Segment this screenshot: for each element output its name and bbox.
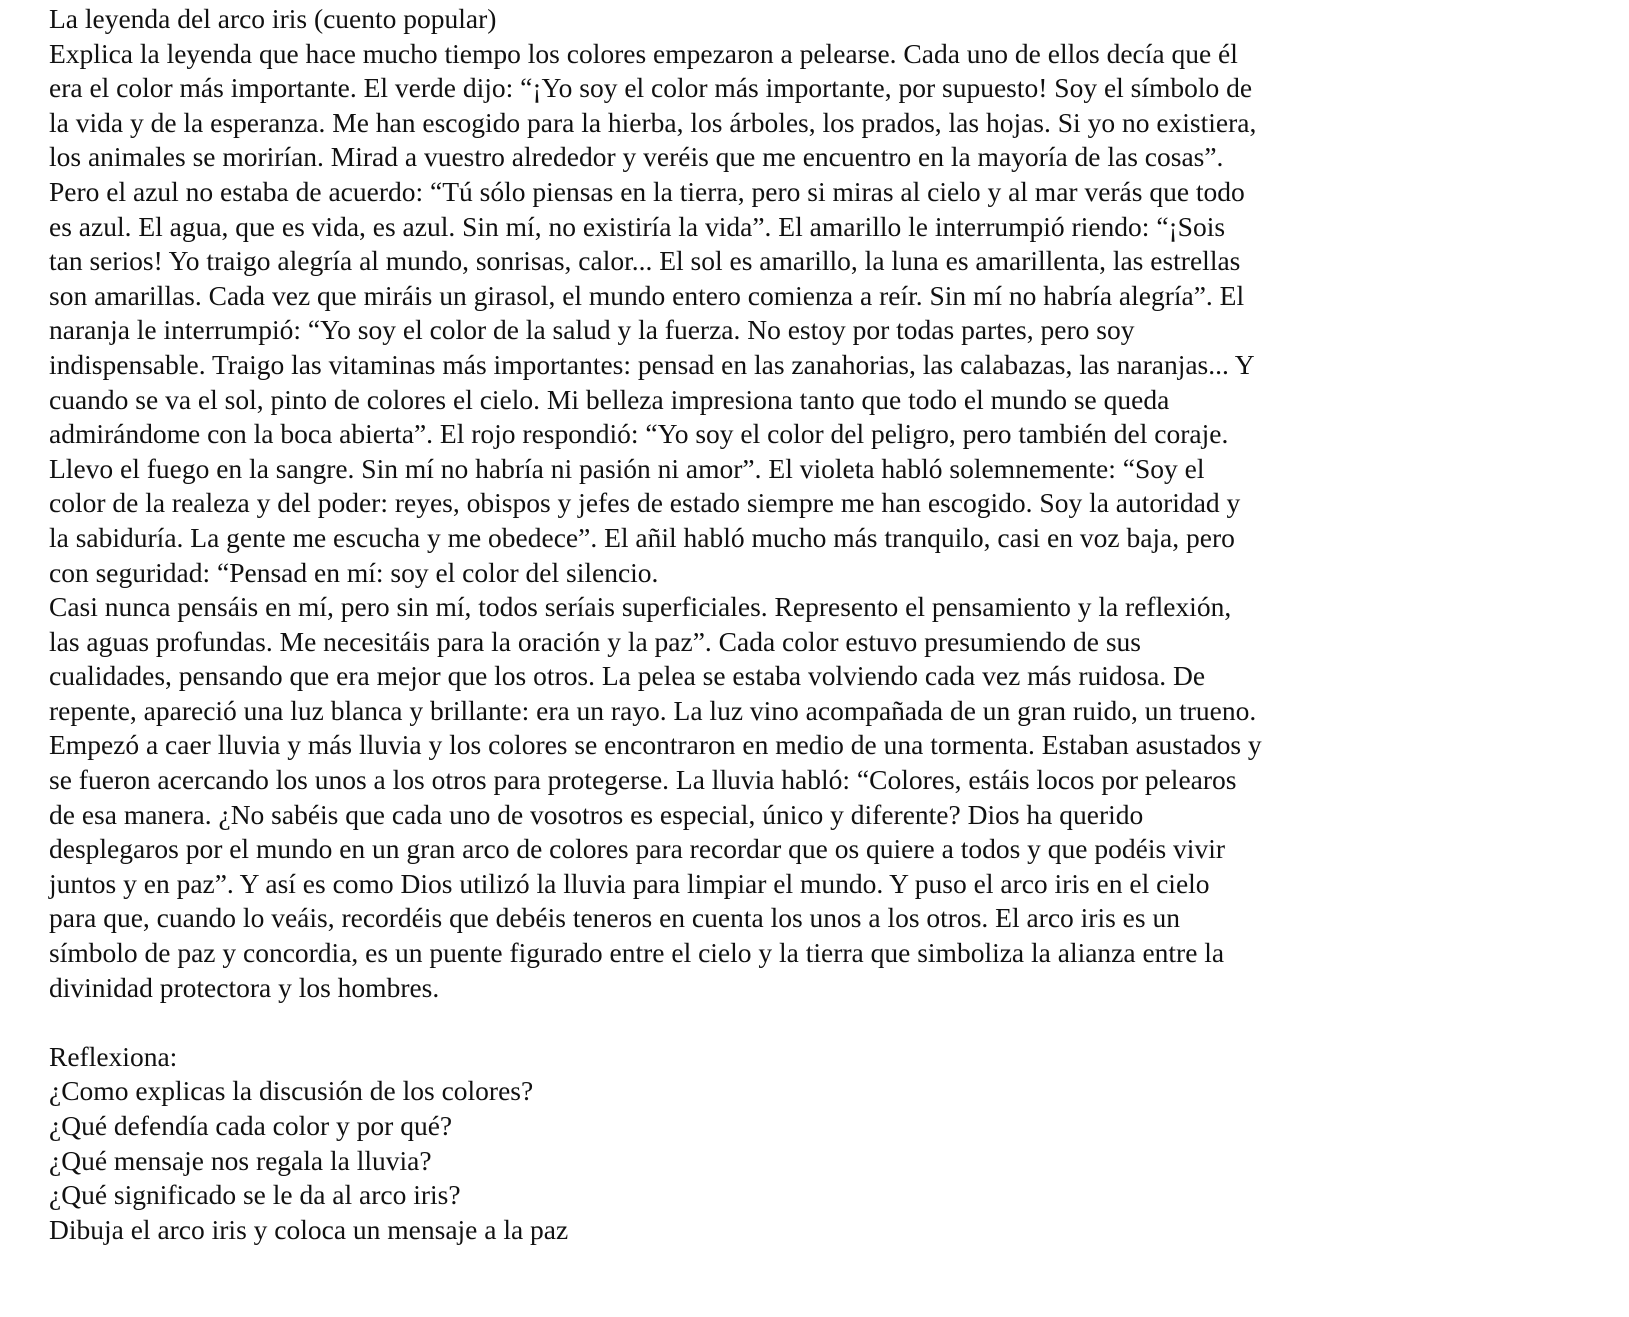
story-line: la sabiduría. La gente me escucha y me obedece”. El añil habló mucho más tranquilo, casi en voz baja, pero — [49, 521, 1235, 553]
story-line: se fueron acercando los unos a los otros para protegerse. La lluvia habló: “Colores, estáis locos por pelearos — [49, 764, 1237, 796]
question-item: ¿Qué significado se le da al arco iris? — [49, 1179, 461, 1211]
question-item: ¿Como explicas la discusión de los colores? — [49, 1075, 534, 1107]
story-body — [49, 37, 1569, 1006]
story-line: repente, apareció una luz blanca y brillante: era un rayo. La luz vino acompañada de un gran ruido, un trueno. — [49, 694, 1257, 726]
story-line: los animales se morirían. Mirad a vuestro alrededor y veréis que me encuentro en la mayoría de las cosas”. — [49, 141, 1224, 173]
story-line: con seguridad: “Pensad en mí: soy el color del silencio. — [49, 556, 659, 588]
story-line: la vida y de la esperanza. Me han escogido para la hierba, los árboles, los prados, las hojas. Si yo no existiera, — [49, 106, 1257, 138]
story-line: admirándome con la boca abierta”. El rojo respondió: “Yo soy el color del peligro, pero también del coraje. — [49, 418, 1229, 450]
story-line: Pero el azul no estaba de acuerdo: “Tú sólo piensas en la tierra, pero si miras al cielo y al mar verás que todo — [49, 175, 1245, 207]
story-line: indispensable. Traigo las vitaminas más importantes: pensad en las zanahorias, las calabazas, las naranjas... Y — [49, 348, 1255, 380]
story-line: es azul. El agua, que es vida, es azul. Sin mí, no existiría la vida”. El amarillo le interrumpió riendo: “¡Sois — [49, 210, 1226, 242]
story-line: cuando se va el sol, pinto de colores el cielo. Mi belleza impresiona tanto que todo el mundo se queda — [49, 383, 1170, 415]
story-line: Casi nunca pensáis en mí, pero sin mí, todos seríais superficiales. Represento el pensamiento y la reflexión, — [49, 591, 1232, 623]
story-line: símbolo de paz y concordia, es un puente figurado entre el cielo y la tierra que simboliza la alianza entre la — [49, 937, 1225, 969]
story-line: divinidad protectora y los hombres. — [49, 971, 440, 1003]
story-line: son amarillas. Cada vez que miráis un girasol, el mundo entero comienza a reír. Sin mí no habría alegría”. El — [49, 279, 1245, 311]
paragraph-spacer — [49, 1005, 1569, 1040]
story-line: color de la realeza y del poder: reyes, obispos y jefes de estado siempre me han escogido. Soy la autoridad y — [49, 487, 1241, 519]
question-item: ¿Qué mensaje nos regala la lluvia? — [49, 1144, 432, 1176]
document-page — [49, 2, 1569, 1247]
story-line: cualidades, pensando que era mejor que los otros. La pelea se estaba volviendo cada vez más ruidosa. De — [49, 660, 1206, 692]
story-line: era el color más importante. El verde dijo: “¡Yo soy el color más importante, por supuesto! Soy el símbolo de — [49, 72, 1253, 104]
story-line: desplegaros por el mundo en un gran arco de colores para recordar que os quiere a todos y que podéis vivir — [49, 833, 1225, 865]
question-item: Dibuja el arco iris y coloca un mensaje a la paz — [49, 1213, 569, 1245]
document-title: La leyenda del arco iris (cuento popular) — [49, 3, 497, 34]
story-line: Empezó a caer lluvia y más lluvia y los colores se encontraron en medio de una tormenta. Estaban asustados y — [49, 729, 1262, 761]
question-item: ¿Qué defendía cada color y por qué? — [49, 1110, 453, 1141]
story-line: tan serios! Yo traigo alegría al mundo, sonrisas, calor... El sol es amarillo, la luna es amarillenta, las estrellas — [49, 245, 1241, 277]
story-line: juntos y en paz”. Y así es como Dios utilizó la lluvia para limpiar el mundo. Y puso el arco iris en el cielo — [49, 867, 1210, 899]
story-line: de esa manera. ¿No sabéis que cada uno de vosotros es especial, único y diferente? Dios ha querido — [49, 798, 1144, 830]
story-line: Llevo el fuego en la sangre. Sin mí no habría ni pasión ni amor”. El violeta habló solemnemente: “Soy el — [49, 452, 1205, 484]
story-line: para que, cuando lo veáis, recordéis que debéis teneros en cuenta los unos a los otros. El arco iris es un — [49, 902, 1180, 934]
story-line: las aguas profundas. Me necesitáis para la oración y la paz”. Cada color estuvo presumiendo de sus — [49, 625, 1141, 657]
story-line: naranja le interrumpió: “Yo soy el color de la salud y la fuerza. No estoy por todas partes, pero soy — [49, 314, 1135, 346]
question-list — [49, 1074, 1569, 1247]
reflection-heading: Reflexiona: — [49, 1040, 178, 1072]
story-line: Explica la leyenda que hace mucho tiempo los colores empezaron a pelearse. Cada uno de ellos decía que él — [49, 37, 1238, 69]
